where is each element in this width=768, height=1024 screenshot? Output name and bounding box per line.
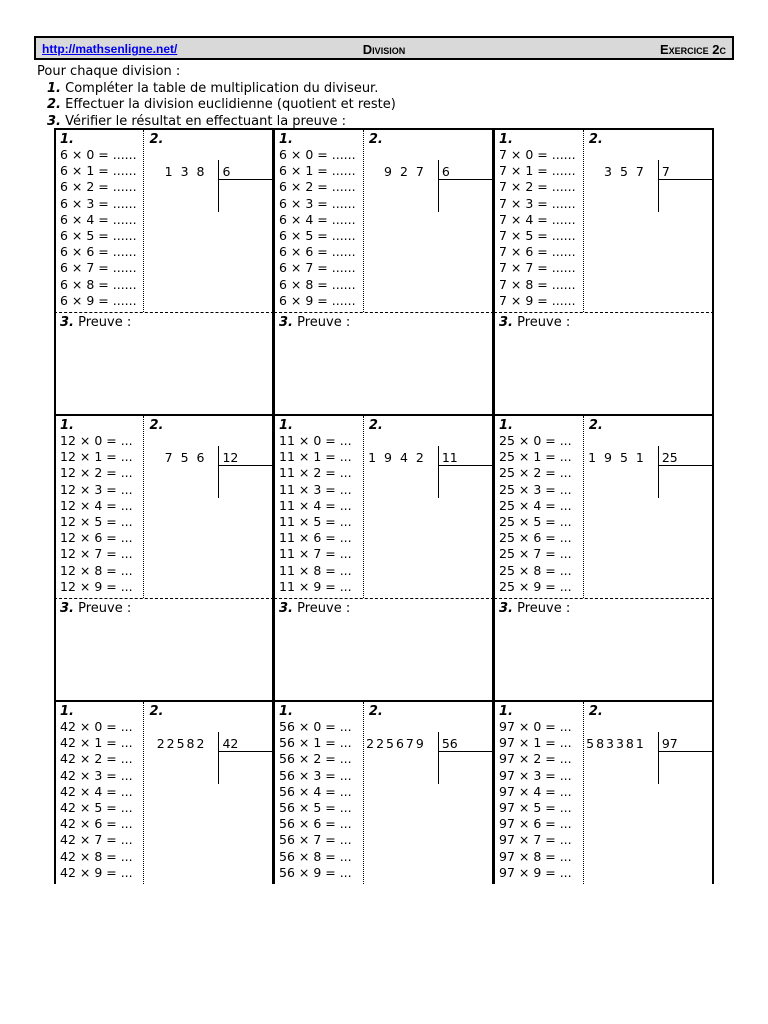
divisor: 7 xyxy=(661,164,670,179)
exercise-block xyxy=(274,130,494,416)
times-table-line[interactable]: 56 × 5 = ... xyxy=(279,800,352,816)
instruction-text: Vérifier le résultat en effectuant la preuve : xyxy=(65,113,347,129)
times-table-line[interactable]: 6 × 6 = ...... xyxy=(60,244,137,260)
instruction-text: Compléter la table de multiplication du diviseur. xyxy=(65,80,379,96)
times-table-line[interactable]: 11 × 7 = ... xyxy=(279,546,352,562)
step-2-label: 2. xyxy=(368,418,383,433)
times-table-line[interactable]: 7 × 2 = ...... xyxy=(499,179,576,195)
times-table-line[interactable]: 97 × 1 = ... xyxy=(499,735,572,751)
times-table-line[interactable]: 25 × 3 = ... xyxy=(499,481,572,497)
times-table-line[interactable]: 7 × 7 = ...... xyxy=(499,260,576,276)
times-table-line[interactable]: 6 × 8 = ...... xyxy=(60,276,137,292)
times-table-line[interactable]: 56 × 6 = ... xyxy=(279,816,352,832)
step-2-label: 2. xyxy=(588,418,603,433)
proof-area[interactable] xyxy=(274,598,494,702)
times-table-line[interactable]: 42 × 5 = ... xyxy=(60,800,133,816)
division-vertical-line xyxy=(658,732,659,784)
times-table-line[interactable]: 6 × 0 = ...... xyxy=(279,147,356,162)
times-table-line[interactable]: 7 × 0 = ...... xyxy=(499,147,576,162)
times-table-line[interactable]: 11 × 3 = ... xyxy=(279,481,352,497)
dividend: 583381 xyxy=(586,736,646,751)
times-table-line[interactable]: 6 × 6 = ...... xyxy=(279,244,356,260)
times-table-line[interactable]: 6 × 2 = ...... xyxy=(60,179,137,195)
step-3-label: 3. xyxy=(279,315,293,330)
grid-bottom-border xyxy=(54,700,714,701)
times-table-line[interactable]: 7 × 1 = ...... xyxy=(499,163,576,179)
times-table-line[interactable]: 6 × 0 = ...... xyxy=(60,147,137,162)
times-table-line[interactable]: 12 × 7 = ... xyxy=(60,546,133,562)
times-table-line[interactable]: 42 × 2 = ... xyxy=(60,751,133,767)
times-table-line[interactable]: 7 × 3 = ...... xyxy=(499,195,576,211)
division-area[interactable] xyxy=(144,130,274,312)
times-table xyxy=(275,130,364,312)
step-1-label: 1. xyxy=(499,132,513,147)
times-table-line[interactable]: 97 × 4 = ... xyxy=(499,783,572,799)
division-vertical-line xyxy=(218,446,219,498)
division-horizontal-line xyxy=(218,179,274,180)
times-table-line[interactable]: 6 × 4 = ...... xyxy=(279,211,356,227)
times-table-line[interactable]: 25 × 2 = ... xyxy=(499,465,572,481)
exercise-block xyxy=(274,702,494,884)
times-table-line[interactable]: 12 × 5 = ... xyxy=(60,514,133,530)
times-table-line[interactable]: 25 × 8 = ... xyxy=(499,562,572,578)
instruction-number: 3. xyxy=(47,113,61,129)
division-horizontal-line xyxy=(658,465,714,466)
step-1-label: 1. xyxy=(499,704,513,719)
times-table-line[interactable]: 6 × 1 = ...... xyxy=(279,163,356,179)
times-table-line[interactable]: 11 × 6 = ... xyxy=(279,530,352,546)
times-table-line[interactable]: 7 × 9 = ...... xyxy=(499,292,576,308)
dividend: 7 5 6 xyxy=(164,450,207,465)
divisor: 56 xyxy=(441,736,458,751)
times-table-line[interactable]: 12 × 1 = ... xyxy=(60,449,133,465)
times-table-line[interactable]: 42 × 1 = ... xyxy=(60,735,133,751)
step-2-label: 2. xyxy=(368,704,383,719)
step-1-label: 1. xyxy=(60,132,74,147)
division-horizontal-line xyxy=(658,179,714,180)
proof-label: Preuve : xyxy=(78,601,132,616)
times-table-line[interactable]: 97 × 3 = ... xyxy=(499,767,572,783)
instruction-text: Effectuer la division euclidienne (quotient et reste) xyxy=(65,97,396,112)
times-table-line[interactable]: 97 × 8 = ... xyxy=(499,848,572,864)
step-1-label: 1. xyxy=(279,704,293,719)
times-table-line[interactable]: 11 × 1 = ... xyxy=(279,449,352,465)
exercise-row xyxy=(54,128,714,416)
times-table-line[interactable]: 12 × 0 = ... xyxy=(60,433,133,448)
times-table-line[interactable]: 12 × 8 = ... xyxy=(60,562,133,578)
step-2-label: 2. xyxy=(588,132,603,147)
times-table-line[interactable]: 97 × 7 = ... xyxy=(499,832,572,848)
times-table-line[interactable]: 56 × 1 = ... xyxy=(279,735,352,751)
step-3-label: 3. xyxy=(60,601,74,616)
times-table-line[interactable]: 7 × 4 = ...... xyxy=(499,211,576,227)
times-table-line[interactable]: 56 × 9 = ... xyxy=(279,864,352,880)
division-horizontal-line xyxy=(218,751,274,752)
exercise-block xyxy=(494,702,714,884)
divisor: 12 xyxy=(222,450,239,465)
division-vertical-line xyxy=(438,732,439,784)
division-area[interactable] xyxy=(144,702,274,884)
divisor: 25 xyxy=(661,450,678,465)
exercise-row xyxy=(54,414,714,702)
instruction-number: 2. xyxy=(47,97,61,112)
times-table-line[interactable]: 12 × 3 = ... xyxy=(60,481,133,497)
proof-area[interactable] xyxy=(494,312,714,416)
proof-label: Preuve : xyxy=(78,315,132,330)
times-table-line[interactable]: 12 × 6 = ... xyxy=(60,530,133,546)
division-area[interactable] xyxy=(584,416,714,598)
times-table-line[interactable]: 56 × 0 = ... xyxy=(279,719,352,734)
step-3-label: 3. xyxy=(499,315,513,330)
times-table xyxy=(495,130,584,312)
times-table-line[interactable]: 11 × 4 = ... xyxy=(279,497,352,513)
times-table-line[interactable]: 25 × 5 = ... xyxy=(499,514,572,530)
division-area[interactable] xyxy=(144,416,274,598)
times-table-line[interactable]: 25 × 4 = ... xyxy=(499,497,572,513)
times-table-line[interactable]: 42 × 4 = ... xyxy=(60,783,133,799)
times-table-line[interactable]: 11 × 9 = ... xyxy=(279,578,352,594)
times-table-line[interactable]: 12 × 9 = ... xyxy=(60,578,133,594)
proof-label: Preuve : xyxy=(517,315,571,330)
step-2-label: 2. xyxy=(149,132,164,147)
times-table-line[interactable]: 56 × 3 = ... xyxy=(279,767,352,783)
times-table-line[interactable]: 97 × 2 = ... xyxy=(499,751,572,767)
divisor: 6 xyxy=(222,164,231,179)
proof-label: Preuve : xyxy=(517,601,571,616)
times-table xyxy=(495,416,584,598)
times-table xyxy=(275,702,364,884)
times-table-line[interactable]: 6 × 1 = ...... xyxy=(60,163,137,179)
step-3-label: 3. xyxy=(499,601,513,616)
step-1-label: 1. xyxy=(499,418,513,433)
times-table-line[interactable]: 42 × 6 = ... xyxy=(60,816,133,832)
step-2-label: 2. xyxy=(588,704,603,719)
times-table-line[interactable]: 25 × 9 = ... xyxy=(499,578,572,594)
division-vertical-line xyxy=(658,160,659,212)
times-table-line[interactable]: 6 × 9 = ...... xyxy=(279,292,356,308)
step-1-label: 1. xyxy=(279,418,293,433)
times-table-line[interactable]: 42 × 7 = ... xyxy=(60,832,133,848)
dividend: 1 3 8 xyxy=(164,164,207,179)
times-table-line[interactable]: 56 × 2 = ... xyxy=(279,751,352,767)
times-table-line[interactable]: 7 × 8 = ...... xyxy=(499,276,576,292)
division-horizontal-line xyxy=(218,465,274,466)
division-horizontal-line xyxy=(438,179,494,180)
division-vertical-line xyxy=(218,732,219,784)
division-area[interactable] xyxy=(364,702,494,884)
exercise-block xyxy=(54,416,274,702)
times-table-line[interactable]: 97 × 0 = ... xyxy=(499,719,572,734)
times-table-line[interactable]: 11 × 0 = ... xyxy=(279,433,352,448)
page-header xyxy=(34,36,734,60)
dividend: 22582 xyxy=(156,736,207,751)
divisor: 42 xyxy=(222,736,239,751)
step-3-label: 3. xyxy=(60,315,74,330)
divisor: 6 xyxy=(441,164,450,179)
dividend: 225679 xyxy=(366,736,426,751)
times-table-line[interactable]: 97 × 9 = ... xyxy=(499,864,572,880)
times-table-line[interactable]: 25 × 1 = ... xyxy=(499,449,572,465)
step-1-label: 1. xyxy=(60,704,74,719)
times-table-line[interactable]: 12 × 2 = ... xyxy=(60,465,133,481)
division-area[interactable] xyxy=(584,130,714,312)
times-table-line[interactable]: 25 × 0 = ... xyxy=(499,433,572,448)
times-table-line[interactable]: 42 × 3 = ... xyxy=(60,767,133,783)
times-table-line[interactable]: 42 × 9 = ... xyxy=(60,864,133,880)
proof-area[interactable] xyxy=(54,312,274,416)
times-table-line[interactable]: 42 × 8 = ... xyxy=(60,848,133,864)
times-table xyxy=(56,702,144,884)
times-table xyxy=(495,702,584,884)
proof-label: Preuve : xyxy=(297,601,351,616)
times-table-line[interactable]: 6 × 7 = ...... xyxy=(279,260,356,276)
exercise-block xyxy=(494,416,714,702)
times-table-line[interactable]: 56 × 4 = ... xyxy=(279,783,352,799)
instructions xyxy=(37,64,396,130)
times-table-line[interactable]: 6 × 5 = ...... xyxy=(279,228,356,244)
worksheet-title: Division xyxy=(362,42,406,57)
exercise-block xyxy=(54,130,274,416)
times-table-line[interactable]: 6 × 9 = ...... xyxy=(60,292,137,308)
division-horizontal-line xyxy=(438,751,494,752)
division-horizontal-line xyxy=(438,465,494,466)
times-table-line[interactable]: 56 × 7 = ... xyxy=(279,832,352,848)
proof-label: Preuve : xyxy=(297,315,351,330)
times-table-line[interactable]: 11 × 5 = ... xyxy=(279,514,352,530)
proof-area[interactable] xyxy=(274,312,494,416)
division-area[interactable] xyxy=(364,130,494,312)
instruction-1 xyxy=(37,81,396,98)
times-table-line[interactable]: 42 × 0 = ... xyxy=(60,719,133,734)
division-vertical-line xyxy=(438,160,439,212)
step-2-label: 2. xyxy=(149,418,164,433)
instructions-lead: Pour chaque division : xyxy=(37,64,181,79)
division-vertical-line xyxy=(218,160,219,212)
times-table-line[interactable]: 97 × 5 = ... xyxy=(499,800,572,816)
times-table-line[interactable]: 11 × 2 = ... xyxy=(279,465,352,481)
exercise-label: Exercice 2c xyxy=(659,42,726,57)
times-table xyxy=(275,416,364,598)
proof-area[interactable] xyxy=(54,598,274,702)
instruction-number: 1. xyxy=(47,80,61,96)
dividend: 1 9 4 2 xyxy=(368,450,426,465)
exercise-block xyxy=(494,130,714,416)
times-table-line[interactable]: 12 × 4 = ... xyxy=(60,497,133,513)
times-table-line[interactable]: 6 × 5 = ...... xyxy=(60,228,137,244)
dividend: 9 2 7 xyxy=(384,164,426,179)
division-horizontal-line xyxy=(658,751,714,752)
division-vertical-line xyxy=(658,446,659,498)
exercise-block xyxy=(274,416,494,702)
exercise-row xyxy=(54,700,714,884)
instruction-2 xyxy=(37,97,396,114)
division-vertical-line xyxy=(438,446,439,498)
times-table-line[interactable]: 11 × 8 = ... xyxy=(279,562,352,578)
dividend: 1 9 5 1 xyxy=(588,450,646,465)
times-table-line[interactable]: 6 × 8 = ...... xyxy=(279,276,356,292)
step-1-label: 1. xyxy=(279,132,293,147)
times-table-line[interactable]: 6 × 4 = ...... xyxy=(60,211,137,227)
times-table-line[interactable]: 25 × 7 = ... xyxy=(499,546,572,562)
times-table xyxy=(56,130,144,312)
times-table-line[interactable]: 6 × 7 = ...... xyxy=(60,260,137,276)
dividend: 3 5 7 xyxy=(604,164,646,179)
times-table-line[interactable]: 7 × 5 = ...... xyxy=(499,228,576,244)
times-table-line[interactable]: 7 × 6 = ...... xyxy=(499,244,576,260)
exercise-block xyxy=(54,702,274,884)
times-table-line[interactable]: 56 × 8 = ... xyxy=(279,848,352,864)
site-link[interactable]: http://mathsenligne.net/ xyxy=(42,42,178,56)
proof-area[interactable] xyxy=(494,598,714,702)
divisor: 11 xyxy=(441,450,458,465)
times-table xyxy=(56,416,144,598)
times-table-line[interactable]: 6 × 3 = ...... xyxy=(279,195,356,211)
step-3-label: 3. xyxy=(279,601,293,616)
times-table-line[interactable]: 25 × 6 = ... xyxy=(499,530,572,546)
division-area[interactable] xyxy=(364,416,494,598)
step-2-label: 2. xyxy=(368,132,383,147)
times-table-line[interactable]: 6 × 2 = ...... xyxy=(279,179,356,195)
step-1-label: 1. xyxy=(60,418,74,433)
divisor: 97 xyxy=(661,736,678,751)
division-area[interactable] xyxy=(584,702,714,884)
times-table-line[interactable]: 97 × 6 = ... xyxy=(499,816,572,832)
times-table-line[interactable]: 6 × 3 = ...... xyxy=(60,195,137,211)
step-2-label: 2. xyxy=(149,704,164,719)
